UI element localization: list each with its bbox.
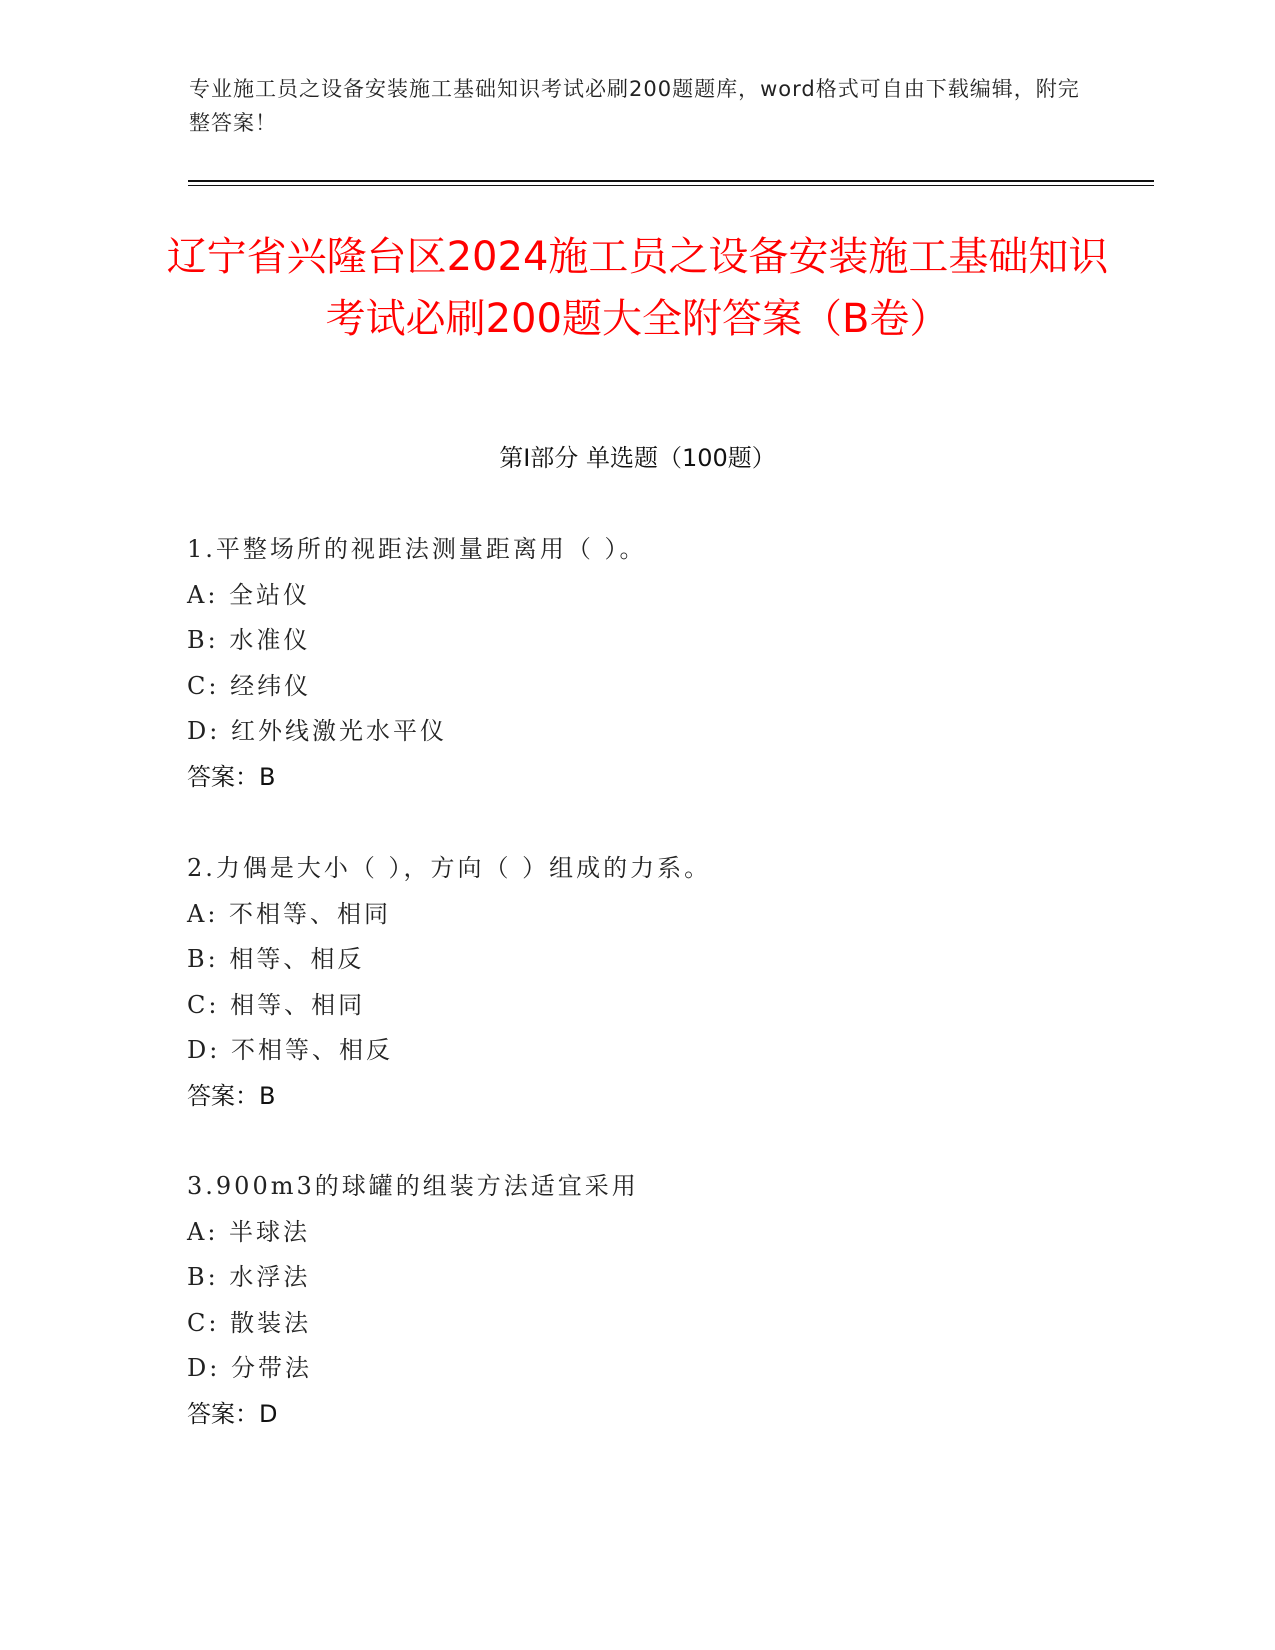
option-c: C: 散装法 (187, 1308, 312, 1337)
option-d: D: 分带法 (187, 1354, 312, 1382)
option-d: D: 红外线激光水平仪 (187, 717, 447, 745)
option-c: C: 经纬仪 (187, 671, 312, 700)
answer: 答案：B (187, 762, 276, 791)
option-a: A: 全站仪 (187, 580, 311, 609)
option-b: B: 水准仪 (187, 626, 311, 654)
option-a: A: 不相等、相同 (187, 899, 392, 928)
document-title: 辽宁省兴隆台区2024施工员之设备安装施工基础知识考试必刷200题大全附答案（B卷） (166, 234, 1109, 342)
question-2 (187, 846, 1087, 1119)
answer: 答案：B (187, 1081, 276, 1110)
answer: 答案：D (187, 1399, 278, 1428)
question-stem: 2.力偶是大小（ ），方向（ ）组成的力系。 (187, 854, 712, 882)
section-heading: 第I部分 单选题（100题） (499, 444, 776, 472)
option-d: D: 不相等、相反 (187, 1036, 393, 1064)
option-a: A: 半球法 (187, 1217, 311, 1246)
question-stem: 1.平整场所的视距法测量距离用（ ）。 (187, 535, 647, 563)
option-b: B: 水浮法 (187, 1263, 311, 1291)
option-b: B: 相等、相反 (187, 945, 365, 973)
question-1 (187, 527, 1087, 800)
question-stem: 3.900m3的球罐的组装方法适宜采用 (187, 1172, 639, 1200)
question-3 (187, 1164, 1087, 1437)
header-note: 专业施工员之设备安装施工基础知识考试必刷200题题库，word格式可自由下载编辑，附完整答案！ (189, 77, 1080, 135)
option-c: C: 相等、相同 (187, 990, 366, 1019)
header-rule-thin (188, 185, 1154, 186)
header-rule-thick (188, 180, 1154, 182)
